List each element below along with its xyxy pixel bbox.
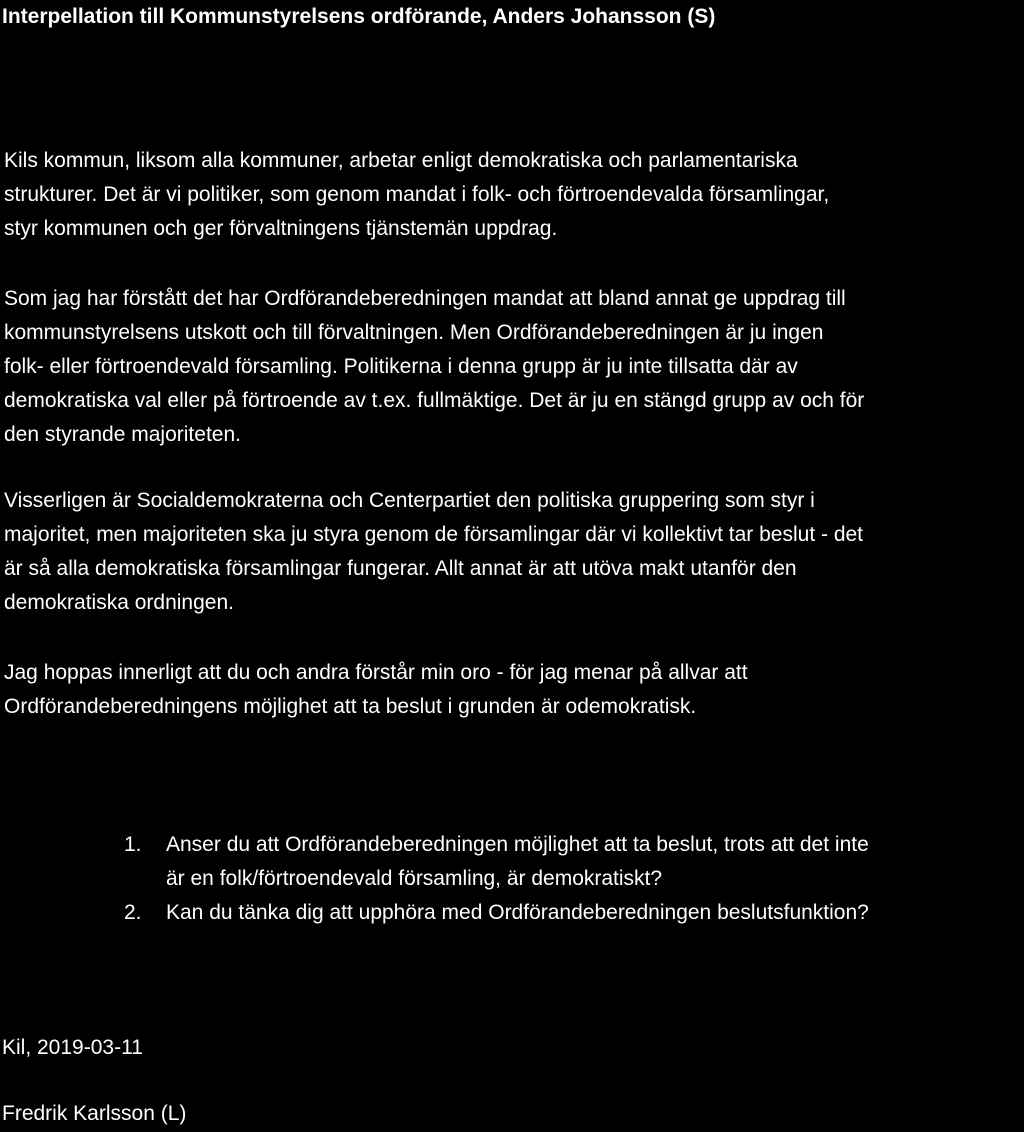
paragraph-line: Som jag har förstått det har Ordförandeberedningen mandat att bland annat ge uppdrag till <box>4 287 846 310</box>
question-text <box>166 828 1020 896</box>
question-number: 1. <box>124 833 142 856</box>
signature-name: Fredrik Karlsson (L) <box>2 1102 187 1125</box>
question-text <box>166 896 1020 930</box>
question-list <box>124 828 1020 930</box>
paragraph-line: den styrande majoriteten. <box>4 423 241 446</box>
paragraph-line: Ordförandeberedningens möjlighet att ta beslut i grunden är odemokratisk. <box>4 695 697 718</box>
paragraph-3 <box>4 484 1020 620</box>
paragraph-line: kommunstyrelsens utskott och till förvaltningen. Men Ordförandeberedningen är ju ingen <box>4 321 824 344</box>
paragraph-line: folk- eller förtroendevald församling. Politikerna i denna grupp är ju inte tillsatta där av <box>4 355 798 378</box>
question-item-1 <box>124 828 1020 896</box>
question-item-2 <box>124 896 1020 930</box>
paragraph-line: Visserligen är Socialdemokraterna och Centerpartiet den politiska gruppering som styr i <box>4 489 815 512</box>
question-line: Anser du att Ordförandeberedningen möjlighet att ta beslut, trots att det inte <box>166 833 869 856</box>
paragraph-line: Kils kommun, liksom alla kommuner, arbetar enligt demokratiska och parlamentariska <box>4 149 798 172</box>
paragraph-line: demokratiska ordningen. <box>4 591 234 614</box>
paragraph-line: majoritet, men majoriteten ska ju styra genom de församlingar där vi kollektivt tar beslut - det <box>4 523 864 546</box>
question-line: är en folk/förtroendevald församling, är demokratiskt? <box>166 867 663 890</box>
paragraph-4 <box>4 656 1020 724</box>
paragraph-line: är så alla demokratiska församlingar fungerar. Allt annat är att utöva makt utanför den <box>4 557 797 580</box>
paragraph-line: styr kommunen och ger förvaltningens tjänstemän uppdrag. <box>4 217 558 240</box>
place-date: Kil, 2019-03-11 <box>2 1036 143 1059</box>
paragraph-1 <box>4 144 1020 246</box>
paragraph-line: strukturer. Det är vi politiker, som genom mandat i folk- och förtroendevalda församlingar, <box>4 183 830 206</box>
paragraph-2 <box>4 282 1020 452</box>
question-line: Kan du tänka dig att upphöra med Ordförandeberedningen beslutsfunktion? <box>166 901 869 924</box>
paragraph-line: demokratiska val eller på förtroende av t.ex. fullmäktige. Det är ju en stängd grupp av och för <box>4 389 865 412</box>
question-number: 2. <box>124 901 142 924</box>
paragraph-line: Jag hoppas innerligt att du och andra förstår min oro - för jag menar på allvar att <box>4 661 748 684</box>
document-title: Interpellation till Kommunstyrelsens ordförande, Anders Johansson (S) <box>2 5 716 28</box>
